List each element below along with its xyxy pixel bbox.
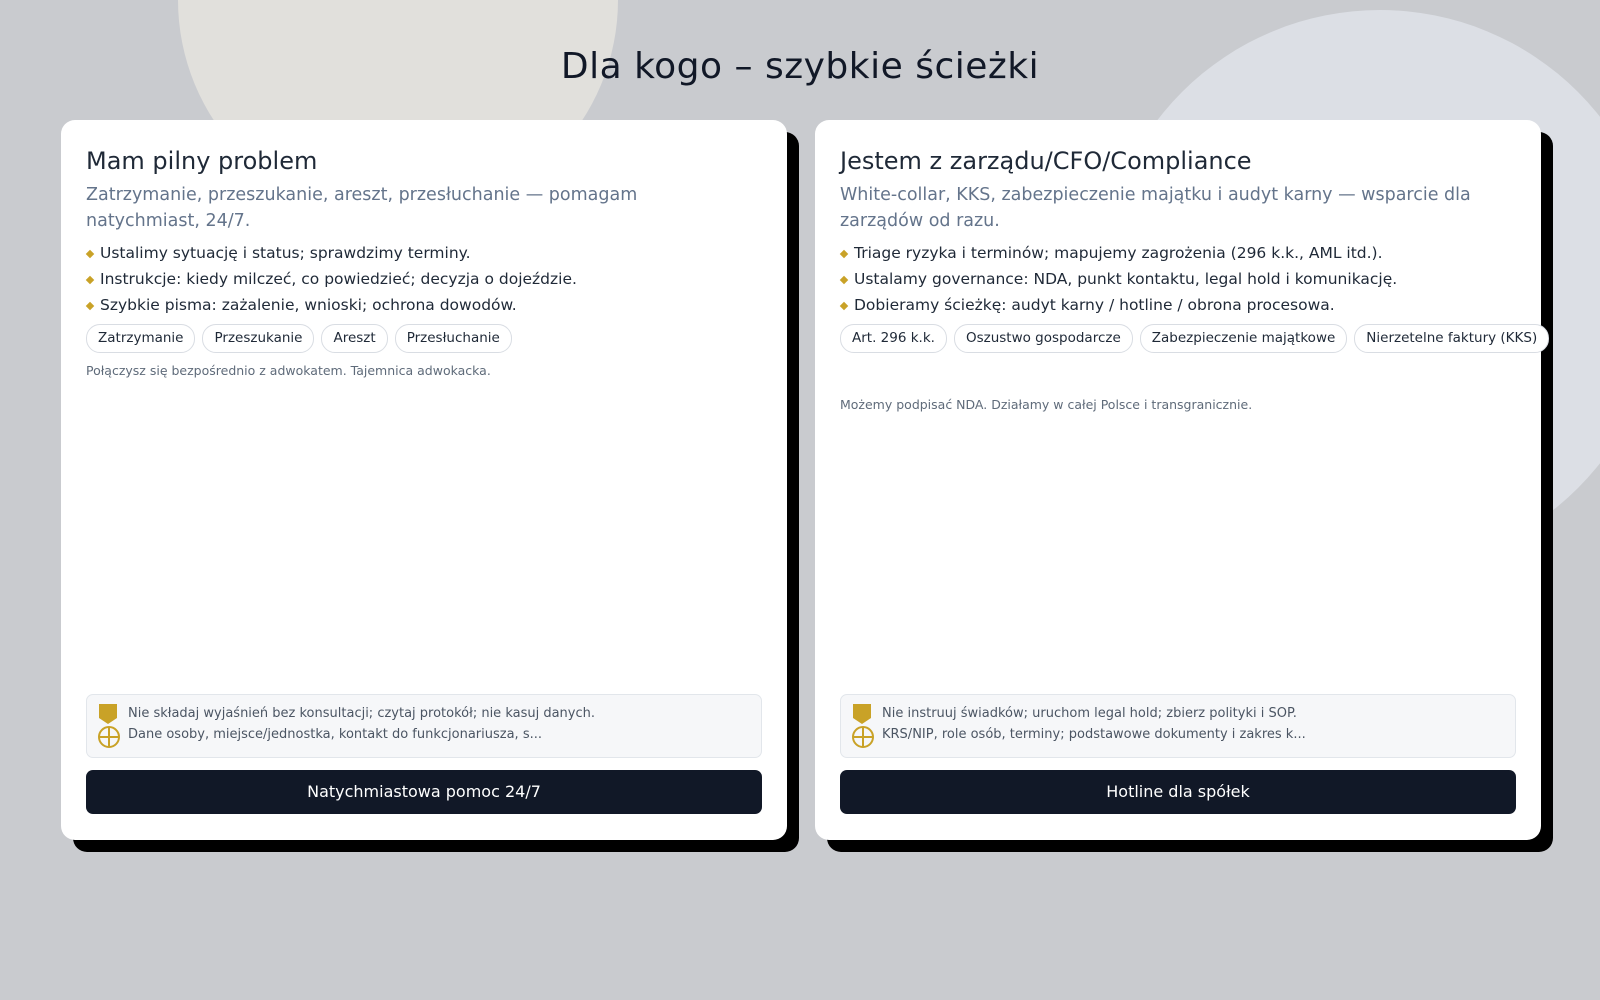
bullet-item: Triage ryzyka i terminów; mapujemy zagrożenia (296 k.k., AML itd.).: [840, 240, 1516, 266]
bullet-item: Ustalimy sytuację i status; sprawdzimy terminy.: [86, 240, 762, 266]
card-note: Połączysz się bezpośrednio z adwokatem. Tajemnica adwokacka.: [86, 363, 491, 378]
tag-list: [840, 324, 1538, 353]
section-title: Dla kogo – szybkie ścieżki: [560, 46, 1040, 87]
bullet-item: Ustalamy governance: NDA, punkt kontaktu, legal hold i komunikację.: [840, 266, 1516, 292]
tag-chip[interactable]: Nierzetelne faktury (KKS): [1354, 324, 1549, 353]
tag-chip[interactable]: Przesłuchanie: [395, 324, 512, 353]
bullet-list: [86, 240, 762, 318]
company-hotline-button[interactable]: Hotline dla spółek: [840, 770, 1516, 814]
urgent-help-button[interactable]: Natychmiastowa pomoc 24/7: [86, 770, 762, 814]
tip-box: [86, 694, 762, 758]
tip-text: Nie składaj wyjaśnień bez konsultacji; czytaj protokół; nie kasuj danych.: [128, 706, 596, 721]
tag-chip[interactable]: Zabezpieczenie majątkowe: [1140, 324, 1348, 353]
tag-list: [86, 324, 762, 353]
card-title: Mam pilny problem: [86, 147, 318, 175]
card-urgent-problem: [61, 120, 787, 840]
medal-icon: [96, 704, 122, 750]
card-note: Możemy podpisać NDA. Działamy w całej Polsce i transgranicznie.: [840, 397, 1253, 412]
tip-text: Nie instruuj świadków; uruchom legal hold; zbierz polityki i SOP.: [882, 706, 1297, 721]
tag-chip[interactable]: Przeszukanie: [202, 324, 314, 353]
card-lead: White-collar, KKS, zabezpieczenie majątku i audyt karny — wsparcie dla zarządów od razu.: [840, 185, 1471, 231]
tag-chip[interactable]: Zatrzymanie: [86, 324, 195, 353]
card-management: [815, 120, 1541, 840]
medal-icon: [850, 704, 876, 750]
bullet-item: Szybkie pisma: zażalenie, wnioski; ochrona dowodów.: [86, 292, 762, 318]
card-lead: Zatrzymanie, przeszukanie, areszt, przesłuchanie — pomagam natychmiast, 24/7.: [86, 185, 638, 231]
bullet-item: Instrukcje: kiedy milczeć, co powiedzieć; decyzja o dojeździe.: [86, 266, 762, 292]
tag-chip[interactable]: Art. 296 k.k.: [840, 324, 947, 353]
tag-chip[interactable]: Areszt: [321, 324, 387, 353]
card-title: Jestem z zarządu/CFO/Compliance: [840, 147, 1252, 175]
tip-text: Dane osoby, miejsce/jednostka, kontakt do funkcjonariusza, s...: [128, 727, 542, 742]
tip-box: [840, 694, 1516, 758]
tip-text: KRS/NIP, role osób, terminy; podstawowe dokumenty i zakres k...: [882, 727, 1306, 742]
bullet-list: [840, 240, 1516, 318]
tag-chip[interactable]: Oszustwo gospodarcze: [954, 324, 1133, 353]
bullet-item: Dobieramy ścieżkę: audyt karny / hotline / obrona procesowa.: [840, 292, 1516, 318]
